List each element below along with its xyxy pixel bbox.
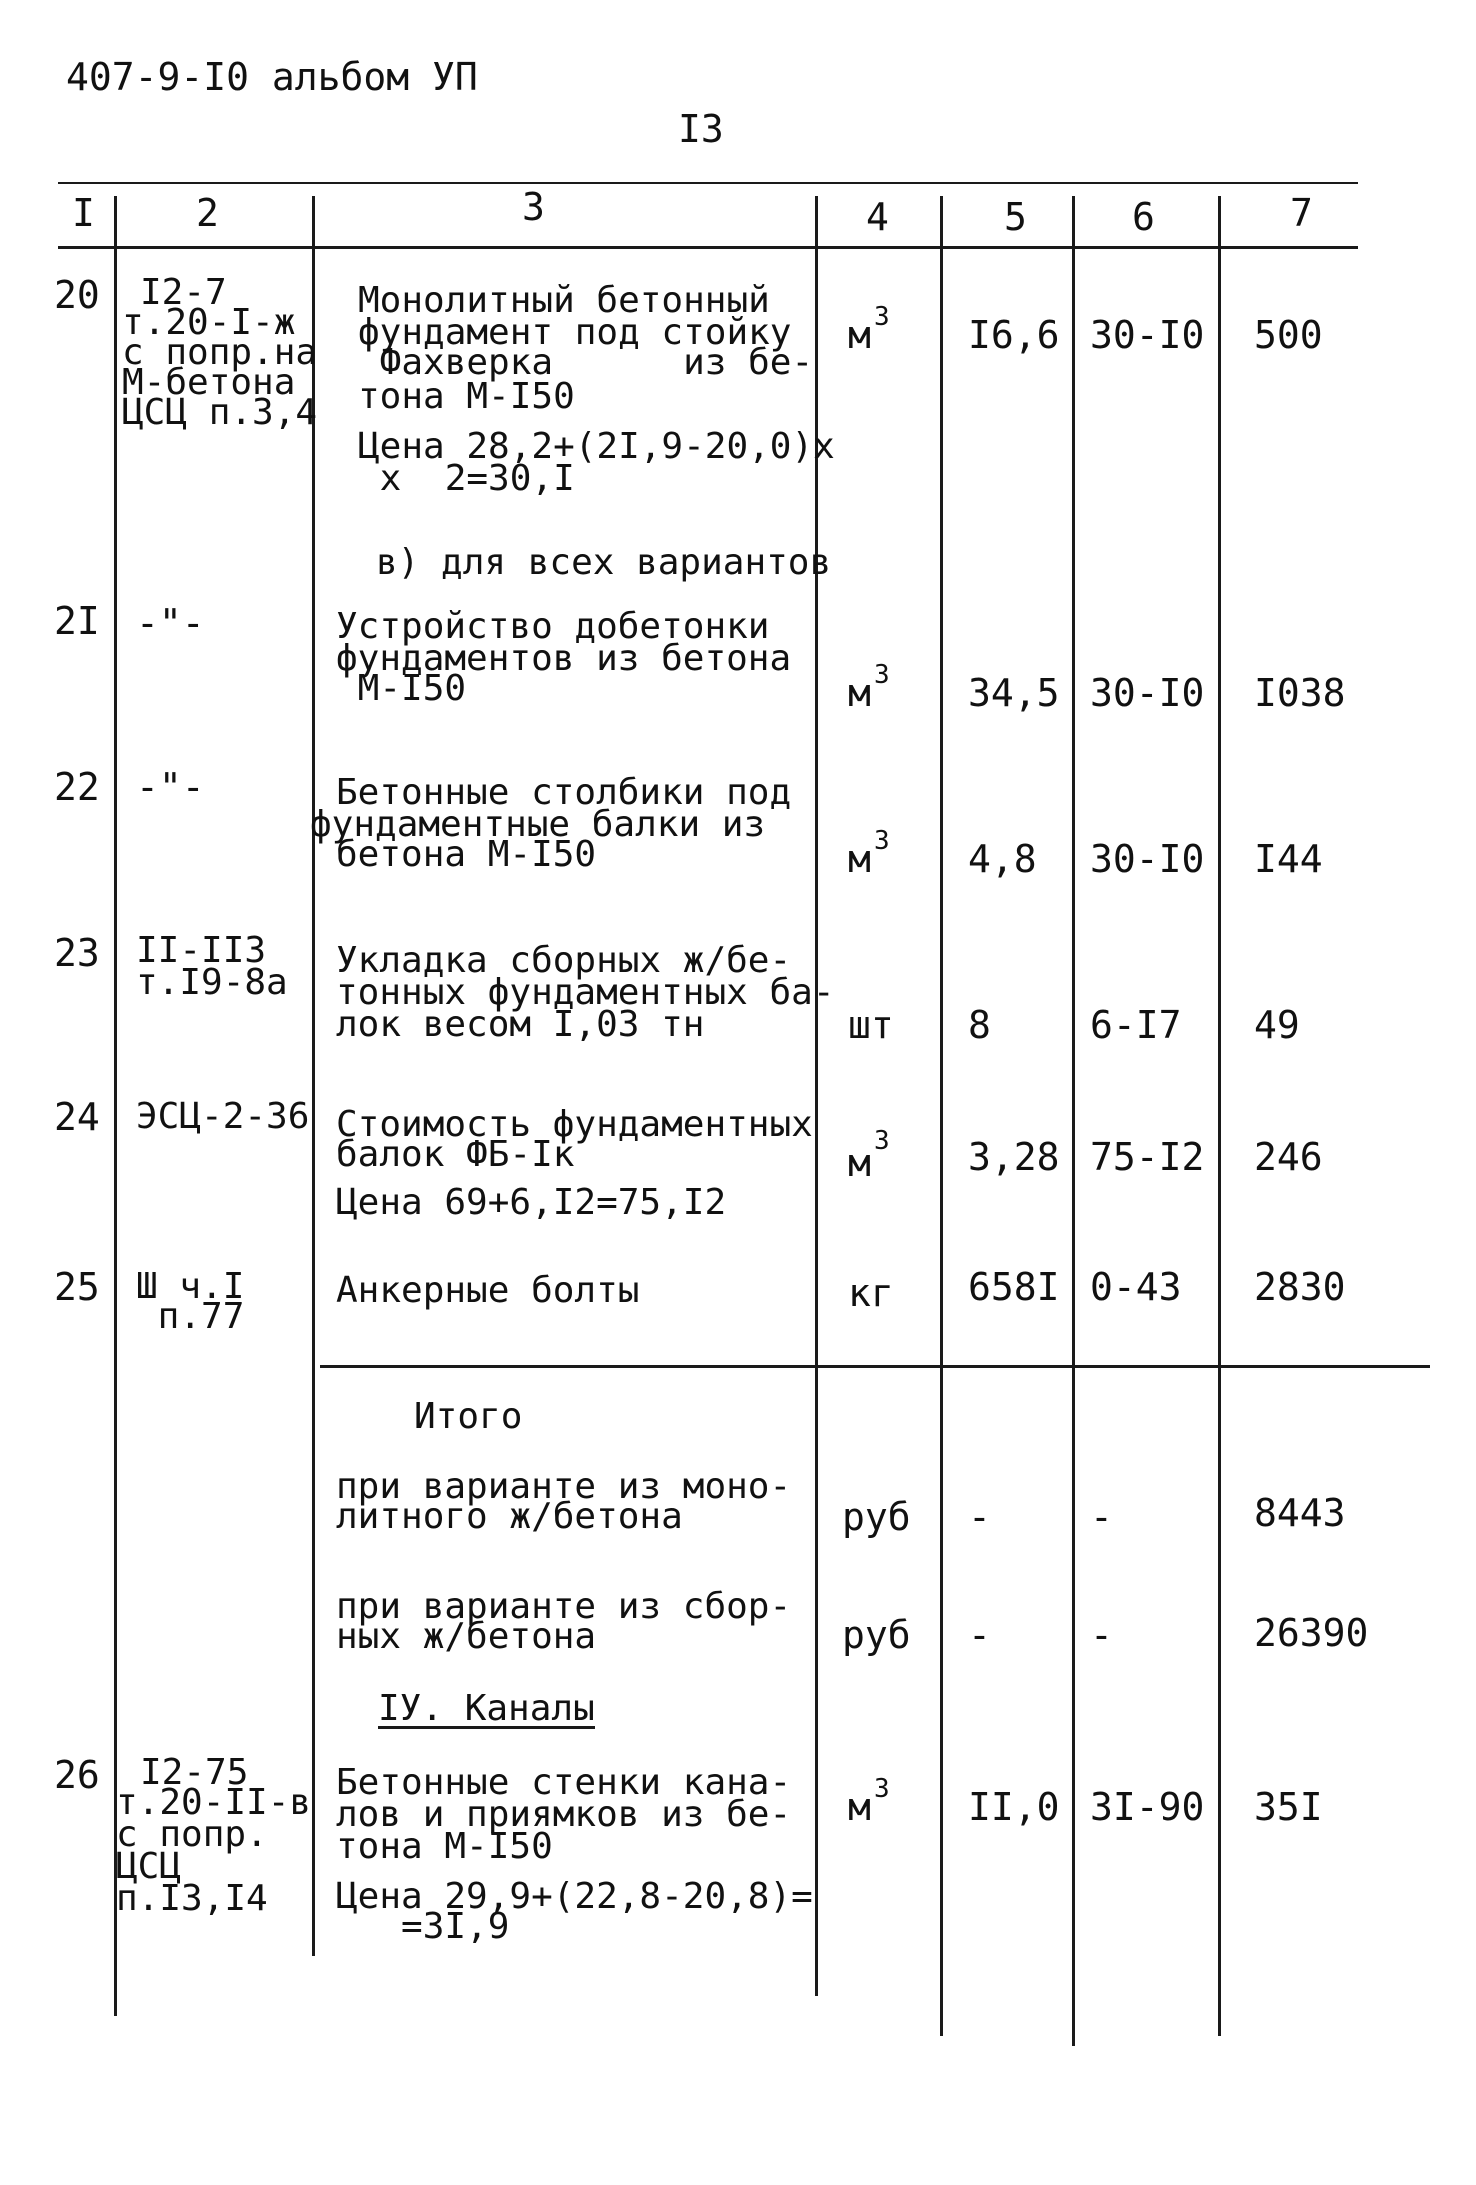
norm-code-line: I2-7 bbox=[140, 272, 227, 313]
price-note-line: х 2=30,I bbox=[358, 458, 575, 499]
totals-mono-text: литного ж/бетона bbox=[336, 1496, 683, 1537]
description-line: Бетонные стенки кана- bbox=[336, 1762, 792, 1803]
norm-code-line: ЭСЦ-2-36 bbox=[136, 1096, 310, 1137]
totals-prefab-unit: руб bbox=[842, 1613, 911, 1657]
col-divider-2 bbox=[312, 196, 315, 1956]
col-header-4: 4 bbox=[866, 195, 889, 239]
row-number: 22 bbox=[54, 765, 100, 809]
row-number: 24 bbox=[54, 1095, 100, 1139]
unit-superscript: 3 bbox=[874, 1774, 890, 1804]
norm-code-line: I2-75 bbox=[140, 1752, 249, 1793]
norm-code-line: -"- bbox=[136, 601, 205, 645]
description-line: тона М-I50 bbox=[358, 376, 575, 417]
col-header-1: I bbox=[72, 191, 95, 235]
norm-code-line: с попр. bbox=[116, 1814, 268, 1855]
price-note-line: =3I,9 bbox=[336, 1906, 510, 1947]
quantity: 34,5 bbox=[968, 671, 1060, 715]
unit-price: 6-I7 bbox=[1090, 1003, 1182, 1047]
unit-price: 0-43 bbox=[1090, 1265, 1182, 1309]
unit-price: 75-I2 bbox=[1090, 1135, 1205, 1179]
description-line: бетона М-I50 bbox=[336, 834, 597, 875]
row-number: 20 bbox=[54, 273, 100, 317]
totals-prefab-total: 26390 bbox=[1254, 1611, 1369, 1655]
description-line: балок ФБ-Iк bbox=[336, 1134, 575, 1175]
totals-mono-unit: руб bbox=[842, 1495, 911, 1539]
description-line: Фахверка из бе- bbox=[358, 342, 814, 383]
norm-code-line: т.20-II-в bbox=[116, 1782, 312, 1823]
description-line: Монолитный бетонный bbox=[358, 280, 770, 321]
totals-mono-price: - bbox=[1090, 1495, 1113, 1539]
col-divider-5 bbox=[1072, 196, 1075, 2046]
row-number: 25 bbox=[54, 1265, 100, 1309]
description-line: тонных фундаментных ба- bbox=[336, 972, 835, 1013]
total-cost: 246 bbox=[1254, 1135, 1323, 1179]
description-line: М-I50 bbox=[336, 668, 467, 709]
unit-price: 30-I0 bbox=[1090, 671, 1205, 715]
price-note-line: Цена 29,9+(22,8-20,8)= bbox=[336, 1876, 813, 1917]
page-number: I3 bbox=[678, 107, 724, 151]
norm-code-line: М-бетона bbox=[122, 362, 296, 403]
quantity: 3,28 bbox=[968, 1135, 1060, 1179]
document-code: 407-9-I0 альбом УП bbox=[66, 55, 478, 99]
totals-mono-total: 8443 bbox=[1254, 1491, 1346, 1535]
total-cost: I44 bbox=[1254, 837, 1323, 881]
unit-superscript: 3 bbox=[874, 302, 890, 332]
unit: м bbox=[848, 1785, 871, 1829]
totals-prefab-price: - bbox=[1090, 1613, 1113, 1657]
description-line: Стоимость фундаментных bbox=[336, 1104, 813, 1145]
unit-superscript: 3 bbox=[874, 1126, 890, 1156]
description-line: тона М-I50 bbox=[336, 1826, 553, 1867]
col-divider-1 bbox=[114, 196, 117, 2016]
col-divider-6 bbox=[1218, 196, 1221, 2036]
section-heading: в) для всех вариантов bbox=[376, 542, 832, 583]
price-note-line: Цена 28,2+(2I,9-20,0)х bbox=[358, 426, 835, 467]
row-number: 2I bbox=[54, 599, 100, 643]
totals-prefab-text: ных ж/бетона bbox=[336, 1616, 597, 1657]
description-line: лок весом I,03 тн bbox=[336, 1004, 705, 1045]
col-header-2: 2 bbox=[196, 191, 219, 235]
quantity: II,0 bbox=[968, 1785, 1060, 1829]
total-cost: 2830 bbox=[1254, 1265, 1346, 1309]
unit: м bbox=[848, 313, 871, 357]
norm-code-line: ЦСЦ п.3,4 bbox=[122, 392, 318, 433]
totals-prefab-text: при варианте из сбор- bbox=[336, 1586, 792, 1627]
totals-title: Итого bbox=[414, 1396, 523, 1437]
totals-mono-qty: - bbox=[968, 1495, 991, 1539]
table-top-rule bbox=[58, 182, 1358, 184]
quantity: 8 bbox=[968, 1003, 991, 1047]
total-cost: I038 bbox=[1254, 671, 1346, 715]
section-iv-heading: IУ. Каналы bbox=[378, 1688, 595, 1729]
norm-code-line: с попр.на bbox=[122, 332, 318, 373]
col-header-5: 5 bbox=[1004, 195, 1027, 239]
header-bottom-rule bbox=[58, 246, 1358, 249]
norm-code-line: ЦСЦ bbox=[116, 1846, 182, 1887]
norm-code-line: -"- bbox=[136, 765, 205, 809]
unit: шт bbox=[848, 1003, 894, 1047]
totals-rule bbox=[320, 1365, 1430, 1368]
totals-mono-text: при варианте из моно- bbox=[336, 1466, 792, 1507]
total-cost: 500 bbox=[1254, 313, 1323, 357]
total-cost: 35I bbox=[1254, 1785, 1323, 1829]
total-cost: 49 bbox=[1254, 1003, 1300, 1047]
unit-superscript: 3 bbox=[874, 660, 890, 690]
quantity: 4,8 bbox=[968, 837, 1037, 881]
unit: м bbox=[848, 1141, 871, 1185]
unit: кг bbox=[848, 1271, 894, 1315]
description-line: Анкерные болты bbox=[336, 1270, 640, 1311]
description-line: фундамент под стойку bbox=[358, 312, 792, 353]
description-line: лов и приямков из бе- bbox=[336, 1794, 792, 1835]
unit: м bbox=[848, 837, 871, 881]
unit-price: 30-I0 bbox=[1090, 313, 1205, 357]
quantity: 658I bbox=[968, 1265, 1060, 1309]
norm-code-line: Ш ч.I bbox=[136, 1266, 245, 1307]
col-header-7: 7 bbox=[1290, 191, 1313, 235]
unit-price: 30-I0 bbox=[1090, 837, 1205, 881]
row-number: 26 bbox=[54, 1753, 100, 1797]
price-note-line: Цена 69+6,I2=75,I2 bbox=[336, 1182, 727, 1223]
totals-prefab-qty: - bbox=[968, 1613, 991, 1657]
col-divider-4 bbox=[940, 196, 943, 2036]
description-line: фундаментов из бетона bbox=[336, 638, 792, 679]
quantity: I6,6 bbox=[968, 313, 1060, 357]
row-number: 23 bbox=[54, 931, 100, 975]
col-header-3: 3 bbox=[522, 185, 545, 229]
norm-code-line: т.20-I-ж bbox=[122, 302, 296, 343]
unit-superscript: 3 bbox=[874, 826, 890, 856]
col-header-6: 6 bbox=[1132, 195, 1155, 239]
description-line: фундаментные балки из bbox=[310, 804, 766, 845]
unit: м bbox=[848, 671, 871, 715]
norm-code-line: п.77 bbox=[136, 1296, 245, 1337]
norm-code-line: п.I3,I4 bbox=[116, 1878, 268, 1919]
norm-code-line: т.I9-8а bbox=[136, 962, 288, 1003]
description-line: Бетонные столбики под bbox=[336, 772, 792, 813]
description-line: Устройство добетонки bbox=[336, 606, 770, 647]
unit-price: 3I-90 bbox=[1090, 1785, 1205, 1829]
description-line: Укладка сборных ж/бе- bbox=[336, 940, 792, 981]
norm-code-line: II-II3 bbox=[136, 930, 267, 971]
